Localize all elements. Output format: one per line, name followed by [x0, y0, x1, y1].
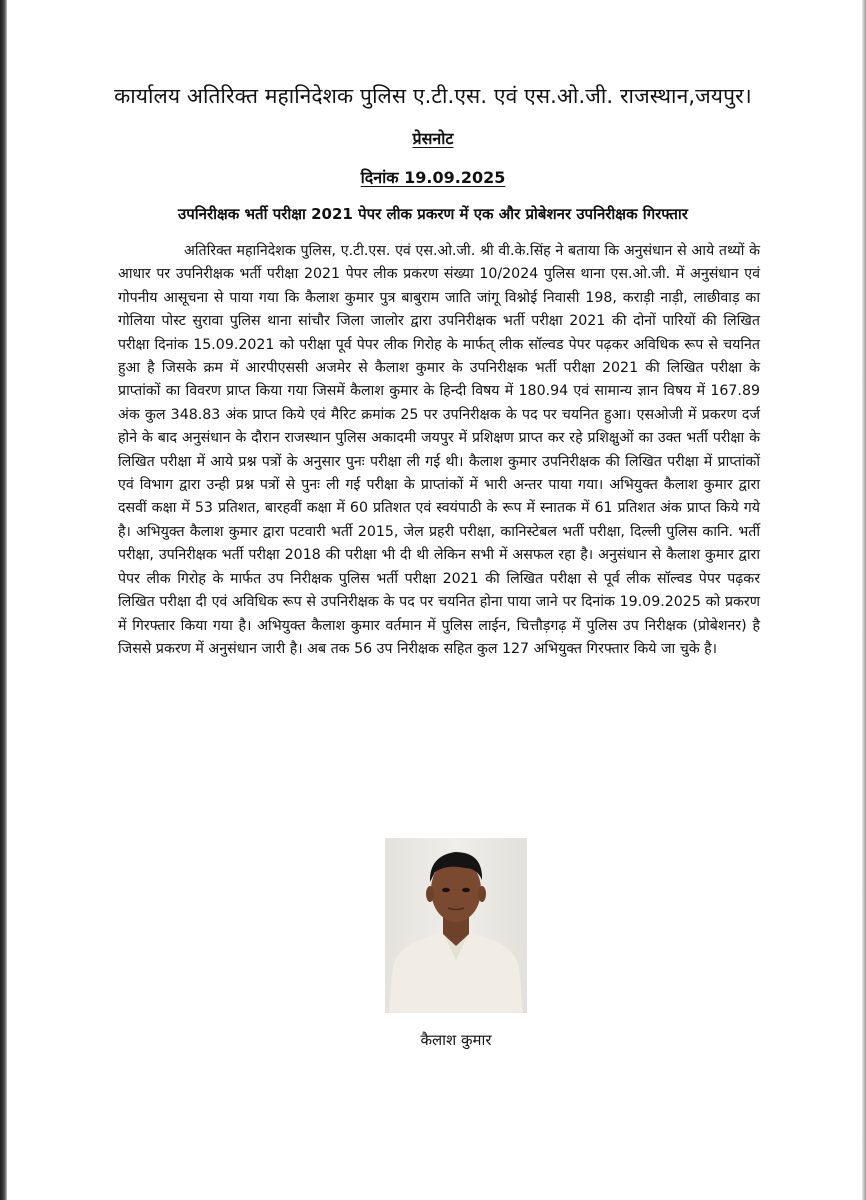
date-line-text: दिनांक 19.09.2025: [360, 168, 506, 187]
press-note-label-text: प्रेसनोट: [412, 129, 454, 148]
office-title: कार्यालय अतिरिक्त महानिदेशक पुलिस ए.टी.एस. एवं एस.ओ.जी. राजस्थान,जयपुर।: [114, 84, 752, 108]
photo-caption: कैलाश कुमार: [420, 1031, 492, 1049]
person-portrait-photo-icon: [385, 838, 527, 1013]
accused-photo: [385, 838, 527, 1013]
press-note-label: [0, 127, 866, 149]
body-paragraph: अतिरिक्त महानिदेशक पुलिस, ए.टी.एस. एवं एस.ओ.जी. श्री वी.के.सिंह ने बताया कि अनुसंधान से आये तथ्यों के आधार पर उपनिरीक्षक भर्ती परीक्षा 2021 पेपर लीक प्रकरण संख्या 10/2024 पुलिस थाना एस.ओ.जी. में अनुसंधान एवं गोपनीय आसूचना से पाया गया कि कैलाश कुमार पुत्र बाबुराम जाति जांगू विश्नोई निवासी 198, कराड़ी नाड़ी, लाछीवाड़ का गोलिया पोस्ट सुरावा पुलिस थाना सांचौर जिला जालोर द्वारा उपनिरीक्षक भर्ती परीक्षा 2021 की दोनों पारियों की लिखित परीक्षा दिनांक 15.09.2021 को परीक्षा पूर्व पेपर लीक गिरोह के मार्फत् लीक सॉल्वड पेपर पढ़कर अविधिक रूप से चयनित हुआ है जिसके क्रम में आरपीएससी अजमेर से कैलाश कुमार के उपनिरीक्षक भर्ती परीक्षा 2021 की लिखित परीक्षा के प्राप्तांकों का विवरण प्राप्त किया गया जिसमें कैलाश कुमार के हिन्दी विषय में 180.94 एवं सामान्य ज्ञान विषय में 167.89 अंक कुल 348.83 अंक प्राप्त किये एवं मैरिट क्रमांक 25 पर उपनिरीक्षक के पद पर चयनित हुआ। एसओजी में प्रकरण दर्ज होने के बाद अनुसंधान के दौरान राजस्थान पुलिस अकादमी जयपुर में प्रशिक्षण प्राप्त कर रहे प्रशिक्षुओं का उक्त भर्ती परीक्षा के लिखित परीक्षा में आये प्रश्न पत्रों के अनुसार पुनः परीक्षा ली गई थी। कैलाश कुमार उपनिरीक्षक की लिखित परीक्षा में प्राप्तांकों एवं विभाग द्वारा उन्ही प्रश्न पत्रों से पुनः ली गई परीक्षा के प्राप्तांकों में भारी अन्तर पाया गया। अभियुक्त कैलाश कुमार द्वारा दसवीं कक्षा में 53 प्रतिशत, बारहवीं कक्षा में 60 प्रतिशत एवं स्वयंपाठी के रूप में स्नातक में 61 प्रतिशत अंक प्राप्त किये गये है। अभियुक्त कैलाश कुमार द्वारा पटवारी भर्ती 2015, जेल प्रहरी परीक्षा, कानिस्टेबल भर्ती परीक्षा, दिल्ली पुलिस कानि. भर्ती परीक्षा, उपनिरीक्षक भर्ती परीक्षा 2018 की परीक्षा भी दी थी लेकिन सभी में असफल रहा है। अनुसंधान से कैलाश कुमार द्वारा पेपर लीक गिरोह के मार्फत उप निरीक्षक पुलिस भर्ती परीक्षा 2021 की लिखित परीक्षा से पूर्व लीक सॉल्वड पेपर पढ़कर लिखित परीक्षा दी एवं अविधिक रूप से उपनिरीक्षक के पद पर चयनित होना पाया जाने पर दिनांक 19.09.2025 को प्रकरण में गिरफ्तार किया गया है। अभियुक्त कैलाश कुमार वर्तमान में पुलिस लाईन, चित्तौड़गढ़ में पुलिस उप निरीक्षक (प्रोबेशनर) है जिससे प्रकरण में अनुसंधान जारी है। अब तक 56 उप निरीक्षक सहित कुल 127 अभियुक्त गिरफ्तार किये जा चुके है।: [118, 243, 760, 657]
headline: उपनिरीक्षक भर्ती परीक्षा 2021 पेपर लीक प्रकरण में एक और प्रोबेशनर उपनिरीक्षक गिरफ्तार: [178, 205, 688, 223]
date-line: [0, 166, 866, 188]
